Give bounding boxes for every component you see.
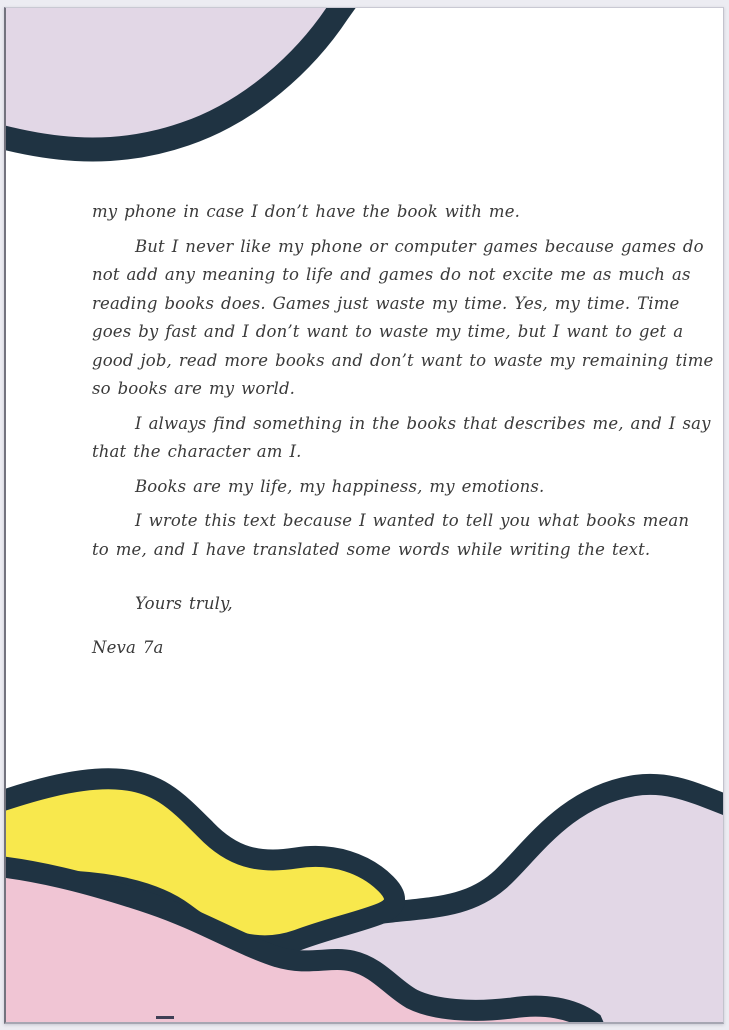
letter-closing: Yours truly, — [135, 594, 233, 613]
letter-line: that the character am I. — [92, 442, 302, 461]
letter-line: good job, read more books and don’t want to waste my remaining time — [92, 350, 714, 370]
letter-line: my phone in case I don’t have the book with me. — [92, 202, 521, 221]
letter-paragraph — [92, 473, 646, 502]
letter-line: not add any meaning to life and games do not excite me as much as — [92, 265, 691, 284]
letter-paragraph — [92, 507, 690, 564]
letter-body[interactable] — [92, 198, 714, 662]
bottom-yellow-wave-shape — [6, 779, 395, 946]
letter-paragraph — [92, 410, 711, 467]
bottom-pink-wave-shape — [6, 864, 602, 1022]
letter-paragraph — [92, 198, 646, 227]
letter-signature: Neva 7a — [92, 637, 164, 657]
letter-line: I always find something in the books that describes me, and I say — [135, 413, 711, 433]
letter-line: goes by fast and I don’t want to waste my time, but I want to get a — [92, 322, 684, 341]
bottom-lavender-wave-shape — [225, 784, 723, 1022]
letter-line: Books are my life, my happiness, my emotions. — [135, 476, 545, 496]
letter-line: But I never like my phone or computer games because games do — [135, 236, 704, 256]
top-left-wave-shape — [6, 8, 368, 149]
letter-line: to me, and I have translated some words while writing the text. — [92, 539, 651, 559]
page-edge-dash — [156, 1016, 174, 1019]
letter-line: reading books does. Games just waste my time. Yes, my time. Time — [92, 293, 680, 313]
letter-paragraph — [92, 233, 714, 404]
document-page[interactable] — [4, 7, 724, 1024]
letter-line: so books are my world. — [92, 379, 296, 398]
letter-line: I wrote this text because I wanted to tell you what books mean — [135, 511, 690, 530]
